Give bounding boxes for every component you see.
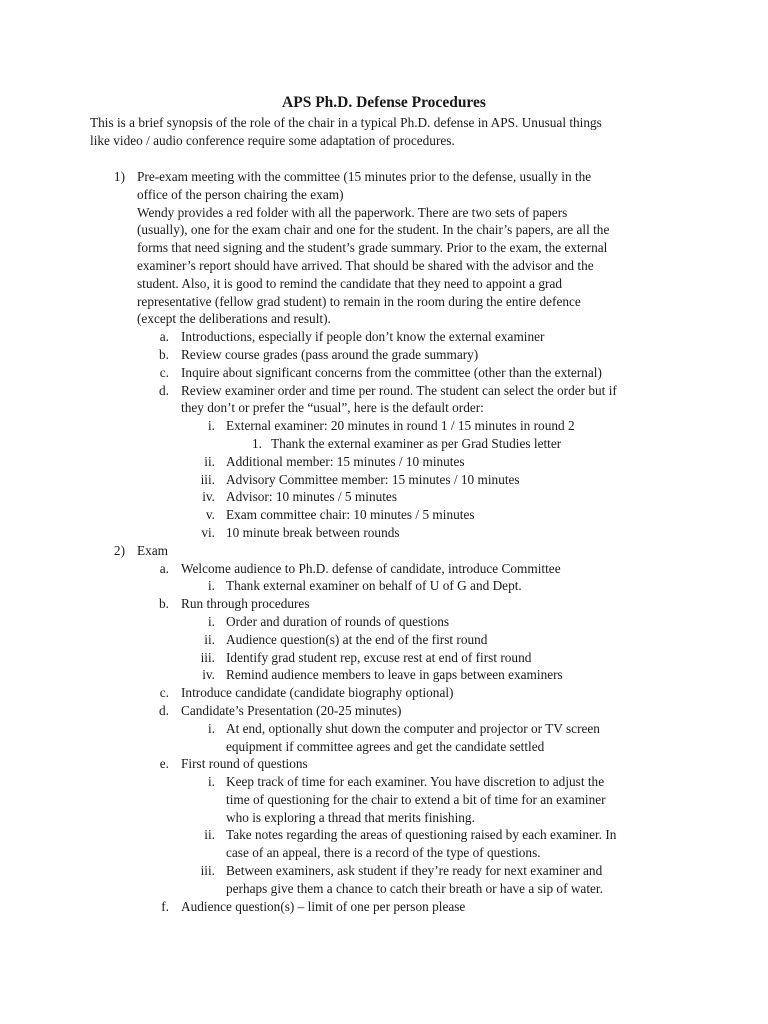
list-marker: i. [207,720,215,736]
list-marker: 2) [113,542,125,558]
list-item-text: Additional member: 15 minutes / 10 minutes [226,453,465,469]
list-item-text: Order and duration of rounds of questions [226,613,450,629]
list-marker: 1. [252,435,262,451]
list-item-text: Exam committee chair: 10 minutes / 5 minutes [226,507,475,523]
list-marker: iv. [202,489,215,505]
list-marker: vi. [201,524,215,540]
list-item-text: Candidate’s Presentation (20-25 minutes) [181,702,402,718]
list-item [0,577,768,595]
list-item [0,560,768,578]
list-marker: ii. [204,453,215,469]
list-item [0,862,768,880]
list-item-text: Thank external examiner on behalf of U of G and Dept. [226,578,522,594]
list-item-text: Thank the external examiner as per Grad Studies letter [271,435,562,451]
list-marker: f. [161,898,169,914]
list-item-text: Run through procedures [181,596,310,612]
list-item [0,524,768,542]
list-item [0,417,768,435]
list-item [0,631,768,649]
intro-paragraph [90,114,710,150]
list-item-text: Remind audience members to leave in gaps between examiners [226,667,563,683]
list-marker: iii. [200,649,215,665]
list-item [0,435,768,453]
section-2 [0,542,768,560]
list-item-text: Audience question(s) at the end of the first round [226,631,488,647]
list-marker: i. [207,418,215,434]
list-marker: c. [159,685,169,701]
list-marker: v. [205,507,215,523]
list-item [0,613,768,631]
list-item [0,471,768,489]
list-marker: c. [159,364,169,380]
list-item-text: Between examiners, ask student if they’re ready for next examiner and [226,863,603,879]
list-item-text: equipment if committee agrees and get the candidate settled [226,738,545,754]
list-marker: i. [207,578,215,594]
section-2-heading: Exam [137,542,169,558]
intro-line: This is a brief synopsis of the role of the chair in a typical Ph.D. defense in APS. Unusual things [90,115,602,130]
list-marker: iii. [200,471,215,487]
list-item [0,346,768,364]
section-1-line: representative (fellow grad student) to remain in the room during the entire defence [137,293,581,309]
list-item [0,773,768,791]
list-marker: b. [159,596,169,612]
list-item-text: time of questioning for the chair to extend a bit of time for an examiner [226,791,606,807]
list-item-text: case of an appeal, there is a record of the type of questions. [226,845,541,861]
list-item [0,364,768,382]
intro-line: like video / audio conference require some adaptation of procedures. [90,132,455,148]
list-item-text: Take notes regarding the areas of questioning raised by each examiner. In [226,827,617,843]
section-1-line: (usually), one for the exam chair and one for the student. In the chair’s papers, are all the [137,222,610,238]
section-1-line: examiner’s report should have arrived. That should be shared with the advisor and the [137,257,594,273]
section-1-line: Pre-exam meeting with the committee (15 minutes prior to the defense, usually in the [137,169,592,184]
list-marker: b. [159,346,169,362]
list-item [0,826,768,844]
section-1 [0,168,768,186]
list-item-text: Welcome audience to Ph.D. defense of candidate, introduce Committee [181,560,561,576]
list-item [0,755,768,773]
list-marker: a. [159,329,169,345]
section-1-line: office of the person chairing the exam) [137,186,344,202]
list-marker: iii. [200,863,215,879]
list-item-text: External examiner: 20 minutes in round 1 / 15 minutes in round 2 [226,418,575,434]
list-marker: d. [159,382,169,398]
list-item-text: 10 minute break between rounds [226,524,400,540]
list-item-text: First round of questions [181,756,308,772]
section-1-line: Wendy provides a red folder with all the paperwork. There are two sets of papers [137,204,568,220]
list-item-text: who is exploring a thread that merits finishing. [226,809,475,825]
list-item-text: Identify grad student rep, excuse rest at end of first round [226,649,532,665]
list-item [0,666,768,684]
list-item-text: perhaps give them a chance to catch their breath or have a sip of water. [226,880,603,896]
list-item-text: Introduce candidate (candidate biography optional) [181,685,454,701]
list-marker: a. [159,560,169,576]
list-marker: d. [159,702,169,718]
list-item [0,595,768,613]
list-item [0,720,768,738]
list-item-text: they don’t or prefer the “usual”, here is the default order: [181,400,484,416]
list-marker: ii. [204,827,215,843]
list-item [0,488,768,506]
list-marker: i. [207,613,215,629]
list-item-text: Review course grades (pass around the grade summary) [181,346,479,362]
list-marker: iv. [202,667,215,683]
list-item-text: Inquire about significant concerns from the committee (other than the external) [181,364,602,380]
list-item-text: Audience question(s) – limit of one per person please [181,898,466,914]
list-item-text: Advisory Committee member: 15 minutes / 10 minutes [226,471,520,487]
list-item [0,328,768,346]
list-marker: ii. [204,631,215,647]
section-1-line: forms that need signing and the student’s grade summary. Prior to the exam, the external [137,240,608,256]
section-1-line: (except the deliberations and result). [137,311,331,327]
list-item [0,898,768,916]
list-item [0,506,768,524]
list-item-text: Keep track of time for each examiner. You have discretion to adjust the [226,774,605,790]
list-item [0,649,768,667]
list-item [0,382,768,400]
procedure-list [0,168,768,915]
list-marker: e. [159,756,169,772]
list-item-text: Advisor: 10 minutes / 5 minutes [226,489,398,505]
list-item-text: Review examiner order and time per round. The student can select the order but if [181,382,617,398]
section-1-line: student. Also, it is good to remind the candidate that they need to appoint a grad [137,275,563,291]
list-marker: 1) [113,169,125,184]
list-item-text: At end, optionally shut down the computer and projector or TV screen [226,720,600,736]
page-title: APS Ph.D. Defense Procedures [282,94,486,111]
list-marker: i. [207,774,215,790]
list-item [0,684,768,702]
list-item-text: Introductions, especially if people don’t know the external examiner [181,329,545,345]
list-item [0,702,768,720]
list-item [0,453,768,471]
